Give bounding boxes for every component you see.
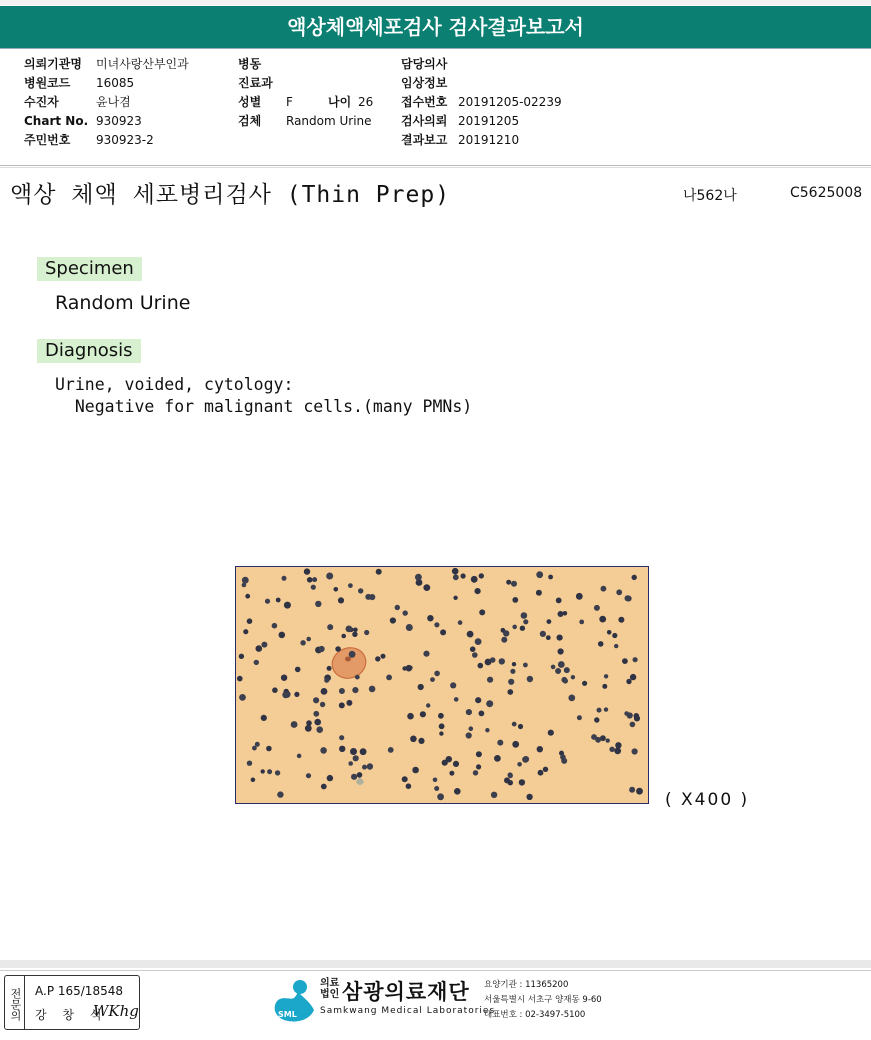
cell-nucleus	[388, 747, 394, 753]
cell-nucleus	[307, 577, 313, 583]
cell-nucleus	[349, 651, 356, 658]
label-doctor: 담당의사	[401, 57, 448, 71]
cell-nucleus	[478, 663, 484, 669]
cell-nucleus	[604, 707, 608, 711]
cell-nucleus	[418, 684, 424, 690]
cell-nucleus	[476, 764, 481, 769]
cell-nucleus	[518, 724, 523, 729]
org-info-phone: 대표번호 : 02-3497-5100	[484, 1010, 586, 1020]
cell-nucleus	[540, 631, 546, 637]
separator	[0, 167, 871, 168]
cell-nucleus	[360, 748, 367, 755]
cell-nucleus	[472, 652, 478, 658]
cell-nucleus	[475, 697, 481, 703]
cell-nucleus	[350, 748, 357, 755]
cell-nucleus	[563, 678, 568, 683]
cell-nucleus	[314, 719, 321, 726]
cell-nucleus	[282, 691, 289, 698]
cell-nucleus	[395, 605, 400, 610]
label-test-request: 검사의뢰	[401, 114, 448, 128]
label-department: 진료과	[238, 76, 273, 90]
cell-nucleus	[527, 676, 533, 682]
cell-nucleus	[297, 754, 302, 759]
cell-nucleus	[548, 575, 553, 580]
cell-nucleus	[454, 697, 459, 702]
cell-nucleus	[512, 625, 517, 630]
cell-nucleus	[415, 574, 422, 581]
cell-nucleus	[339, 746, 345, 752]
cell-nucleus	[512, 741, 519, 748]
cell-nucleus	[536, 571, 543, 578]
cell-nucleus	[348, 583, 353, 588]
diagnosis-line-1: Urine, voided, cytology:	[55, 375, 294, 394]
cell-nucleus	[512, 722, 517, 727]
cell-nucleus	[475, 588, 481, 594]
cell-nucleus	[265, 599, 270, 604]
cell-nucleus	[339, 735, 344, 740]
cell-nucleus	[369, 594, 375, 600]
cell-nucleus	[519, 779, 525, 785]
cell-nucleus	[548, 730, 554, 736]
cell-nucleus	[486, 700, 493, 707]
cell-nucleus	[517, 762, 522, 767]
cell-nucleus	[606, 738, 610, 742]
cell-nucleus	[251, 778, 256, 783]
cell-nucleus	[320, 747, 327, 754]
value-resident-no: 930923-2	[96, 133, 154, 147]
cell-nucleus	[402, 776, 408, 782]
cell-nucleus	[508, 679, 514, 685]
cell-nucleus	[364, 630, 369, 635]
cell-nucleus	[324, 678, 329, 683]
cell-nucleus	[556, 598, 562, 604]
cell-nucleus	[523, 756, 529, 762]
cell-nucleus	[352, 632, 357, 637]
cell-nucleus	[247, 618, 253, 624]
cell-nucleus	[594, 605, 600, 611]
microscopy-image-graphic	[236, 567, 648, 803]
cell-nucleus	[305, 725, 312, 732]
org-info-code: 요양기관 : 11365200	[484, 980, 569, 990]
cell-nucleus	[485, 728, 489, 732]
cell-nucleus	[341, 634, 346, 639]
cell-nucleus	[466, 709, 472, 715]
footer-bar	[0, 960, 871, 968]
label-requesting-institution: 의뢰기관명	[24, 57, 82, 71]
cell-nucleus	[497, 740, 503, 746]
org-info	[484, 978, 602, 1023]
cell-nucleus	[403, 610, 408, 615]
cell-nucleus	[615, 742, 621, 748]
test-code-1: 나562나	[683, 188, 737, 204]
cell-nucleus	[629, 787, 635, 793]
label-specimen: 검체	[238, 114, 262, 128]
value-requesting-institution: 미녀사랑산부인과	[96, 57, 189, 71]
cell-nucleus	[348, 761, 353, 766]
cell-nucleus	[598, 641, 604, 647]
cell-nucleus	[469, 726, 474, 731]
cell-nucleus	[294, 692, 299, 697]
cell-nucleus	[272, 623, 278, 629]
cell-nucleus	[467, 631, 474, 638]
cell-nucleus	[355, 675, 360, 680]
top-rule	[0, 0, 871, 5]
cell-nucleus	[599, 616, 606, 623]
cell-nucleus	[523, 619, 528, 624]
cell-nucleus	[597, 708, 602, 713]
cell-nucleus	[304, 568, 310, 574]
cell-nucleus	[406, 624, 413, 631]
cell-nucleus	[339, 702, 345, 708]
cell-nucleus	[473, 770, 478, 775]
value-result-report: 20191210	[458, 133, 520, 147]
cell-nucleus	[571, 675, 575, 679]
label-age: 나이	[328, 95, 352, 109]
cell-nucleus	[339, 688, 345, 694]
value-age: 26	[358, 95, 374, 109]
cell-nucleus	[546, 635, 551, 640]
logo-text: SML	[278, 1010, 297, 1019]
cell-nucleus	[362, 765, 367, 770]
label-receipt-no: 접수번호	[401, 95, 448, 109]
cell-nucleus	[442, 760, 448, 766]
cell-nucleus	[576, 593, 583, 600]
cell-nucleus	[427, 615, 433, 621]
cell-nucleus	[438, 713, 444, 719]
cell-nucleus	[247, 761, 252, 766]
cell-nucleus	[357, 772, 363, 778]
pathologist-name: 강 창 석	[35, 1008, 108, 1022]
cell-nucleus	[300, 640, 305, 645]
cell-nucleus	[267, 769, 272, 774]
cell-nucleus	[423, 584, 430, 591]
cell-nucleus	[594, 717, 599, 722]
cell-nucleus	[352, 687, 358, 693]
cell-nucleus	[612, 633, 617, 638]
cell-nucleus	[564, 667, 570, 673]
cell-nucleus	[626, 679, 631, 684]
cell-nucleus	[261, 715, 267, 721]
cell-nucleus	[433, 778, 438, 783]
cell-nucleus	[452, 568, 459, 575]
pathologist-signature: WKhg	[93, 1002, 139, 1020]
cell-nucleus	[568, 695, 575, 702]
cell-nucleus	[402, 666, 406, 670]
microscopy-image	[235, 566, 649, 804]
cell-nucleus	[601, 586, 607, 592]
cell-nucleus	[243, 629, 248, 634]
cell-nucleus	[261, 769, 265, 773]
cell-nucleus	[538, 770, 544, 776]
cell-nucleus	[450, 682, 456, 688]
report-title: 액상체액세포검사 검사결과보고서	[0, 6, 871, 49]
label-chart-no: Chart No.	[24, 114, 89, 128]
cell-nucleus	[239, 654, 244, 659]
cell-nucleus	[453, 761, 459, 767]
cell-nucleus	[430, 677, 435, 682]
cell-nucleus	[479, 711, 485, 717]
specimen-header: Specimen	[37, 257, 142, 281]
label-patient-name: 수진자	[24, 95, 59, 109]
cell-nucleus	[630, 722, 636, 728]
value-sex: F	[286, 95, 293, 109]
sml-logo-icon	[270, 976, 320, 1026]
cell-nucleus	[454, 788, 461, 795]
cell-nucleus	[507, 689, 513, 695]
org-english-name: Samkwang Medical Laboratories	[320, 1006, 496, 1016]
cell-nucleus	[338, 597, 344, 603]
label-sex: 성별	[238, 95, 262, 109]
cell-nucleus	[466, 732, 472, 738]
cell-nucleus	[239, 694, 246, 701]
cell-nucleus	[406, 783, 412, 789]
cell-nucleus	[607, 630, 612, 635]
cell-nucleus	[242, 577, 249, 584]
org-legal-label	[320, 978, 339, 1000]
cell-nucleus	[321, 688, 328, 695]
cell-nucleus	[520, 626, 525, 631]
cell-nucleus	[633, 657, 638, 662]
cell-nucleus	[358, 588, 363, 593]
cell-nucleus	[453, 574, 459, 580]
cell-nucleus	[272, 687, 278, 693]
cell-nucleus	[579, 620, 584, 625]
cell-nucleus	[316, 726, 323, 733]
ap-number: A.P 165/18548	[35, 984, 123, 998]
cell-nucleus	[346, 700, 352, 706]
cell-nucleus	[499, 658, 505, 664]
cell-nucleus	[412, 767, 419, 774]
patient-info-col1	[24, 55, 189, 150]
cell-nucleus	[439, 731, 443, 735]
cell-nucleus	[490, 657, 496, 663]
patient-info-col3	[401, 55, 562, 150]
cell-nucleus	[275, 770, 280, 775]
cell-nucleus	[295, 667, 301, 673]
cell-nucleus	[449, 771, 454, 776]
cell-nucleus	[630, 674, 636, 680]
cell-nucleus	[487, 677, 493, 683]
cell-nucleus	[609, 747, 614, 752]
cell-nucleus	[334, 587, 339, 592]
magnification-label: ( X400 )	[665, 790, 750, 810]
cell-nucleus	[511, 581, 517, 587]
cell-nucleus	[551, 665, 556, 670]
cell-nucleus	[281, 675, 287, 681]
cell-nucleus	[577, 715, 582, 720]
cell-nucleus	[479, 573, 484, 578]
separator	[0, 165, 871, 166]
patient-info-col2	[238, 55, 373, 131]
diagnosis-line-2: Negative for malignant cells.(many PMNs)	[55, 397, 473, 416]
cell-nucleus	[440, 629, 446, 635]
cell-nucleus	[426, 703, 430, 707]
cell-nucleus	[558, 611, 564, 617]
cell-nucleus	[591, 734, 597, 740]
cell-nucleus	[407, 713, 414, 720]
cell-nucleus	[506, 580, 511, 585]
cell-nucleus	[315, 601, 321, 607]
cell-nucleus	[327, 775, 333, 781]
cell-nucleus	[434, 786, 439, 791]
cell-nucleus	[491, 792, 497, 798]
diagnosis-header: Diagnosis	[37, 339, 141, 363]
cell-nucleus	[543, 767, 548, 772]
cell-nucleus	[470, 646, 476, 652]
cell-nucleus	[313, 711, 319, 717]
cell-nucleus	[558, 661, 565, 668]
cell-nucleus	[282, 576, 287, 581]
cell-nucleus	[602, 684, 607, 689]
cell-nucleus	[386, 675, 392, 681]
cell-nucleus	[284, 602, 291, 609]
cell-nucleus	[326, 573, 333, 580]
cell-nucleus	[476, 751, 482, 757]
cell-nucleus	[306, 637, 311, 642]
cell-nucleus	[418, 738, 424, 744]
cell-nucleus	[618, 617, 624, 623]
cell-nucleus	[335, 646, 341, 652]
cell-nucleus	[313, 697, 319, 703]
org-name: 삼광의료재단	[342, 980, 470, 1004]
cell-nucleus	[555, 668, 561, 674]
value-chart-no: 930923	[96, 114, 142, 128]
label-resident-no: 주민번호	[24, 133, 71, 147]
cell-nucleus	[256, 645, 263, 652]
cell-nucleus	[351, 774, 357, 780]
cell-nucleus	[614, 644, 618, 648]
cell-nucleus	[327, 666, 332, 671]
cell-nucleus	[369, 686, 376, 693]
cell-nucleus	[563, 611, 568, 616]
cell-nucleus	[353, 755, 359, 761]
cell-nucleus	[632, 748, 638, 754]
cell-nucleus	[327, 624, 333, 630]
cell-nucleus	[504, 777, 510, 783]
cell-nucleus	[277, 791, 283, 797]
cell-nucleus	[410, 736, 417, 743]
cell-nucleus	[439, 723, 445, 729]
org-legal-text: 의료 법인	[320, 978, 340, 1000]
org-info-address: 서울특별시 서초구 양재동 9-60	[484, 995, 602, 1005]
cell-nucleus	[557, 635, 563, 641]
cell-nucleus	[306, 773, 311, 778]
value-hospital-code: 16085	[96, 76, 135, 90]
cell-nucleus	[512, 662, 516, 666]
label-result-report: 결과보고	[401, 133, 448, 147]
cell-nucleus	[547, 619, 552, 624]
signature-box	[4, 975, 140, 1030]
cell-nucleus	[321, 784, 327, 790]
cell-nucleus	[237, 676, 243, 682]
cell-nucleus	[346, 626, 353, 633]
cell-nucleus	[523, 663, 528, 668]
label-hospital-code: 병원코드	[24, 76, 71, 90]
cell-nucleus	[561, 758, 567, 764]
cell-nucleus	[367, 763, 373, 769]
label-clinical-info: 임상정보	[401, 76, 448, 90]
cell-nucleus	[471, 576, 478, 583]
footer-rule	[0, 970, 871, 971]
test-code-2: C5625008	[790, 185, 863, 201]
cell-nucleus	[475, 638, 482, 645]
cell-nucleus	[254, 660, 259, 665]
cell-nucleus	[437, 793, 444, 800]
cell-nucleus	[636, 788, 643, 795]
cell-nucleus	[312, 577, 317, 582]
cell-nucleus	[512, 597, 518, 603]
cell-nucleus	[353, 628, 358, 633]
cell-nucleus	[266, 746, 272, 752]
value-test-request: 20191205	[458, 114, 520, 128]
cell-nucleus	[604, 674, 608, 678]
cell-nucleus	[390, 617, 396, 623]
cell-nucleus	[434, 622, 439, 627]
cell-nucleus	[632, 575, 637, 580]
cell-nucleus	[625, 595, 631, 601]
cell-nucleus	[634, 713, 640, 719]
cell-nucleus	[458, 620, 463, 625]
specialist-label: 전문의	[5, 976, 25, 1029]
cell-nucleus	[420, 711, 426, 717]
cell-nucleus	[408, 666, 413, 671]
cell-nucleus	[453, 596, 457, 600]
cell-nucleus	[261, 642, 267, 648]
cell-nucleus	[255, 742, 260, 747]
diagnosis-text	[55, 374, 472, 418]
cell-nucleus	[375, 656, 380, 661]
cell-nucleus	[536, 590, 542, 596]
cell-nucleus	[381, 654, 386, 659]
cell-nucleus	[423, 651, 429, 657]
cell-nucleus	[614, 748, 621, 755]
cell-nucleus	[558, 648, 564, 654]
cell-nucleus	[537, 746, 543, 752]
cell-nucleus	[501, 637, 507, 643]
cell-nucleus	[494, 755, 501, 762]
cell-nucleus	[622, 658, 628, 664]
cell-nucleus	[279, 632, 286, 639]
cell-nucleus	[510, 669, 515, 674]
cell-nucleus	[291, 721, 298, 728]
value-patient-name: 윤나겸	[96, 95, 131, 109]
value-specimen: Random Urine	[286, 114, 372, 128]
cell-nucleus	[479, 609, 485, 615]
cell-nucleus	[508, 773, 513, 778]
test-title: 액상 체액 세포병리검사 (Thin Prep)	[10, 182, 451, 208]
cell-nucleus	[624, 711, 629, 716]
cell-nucleus	[461, 573, 466, 578]
cell-nucleus	[319, 646, 325, 652]
cell-nucleus	[245, 594, 250, 599]
cell-nucleus	[276, 598, 281, 603]
label-ward: 병동	[238, 57, 262, 71]
cell-nucleus	[582, 681, 587, 686]
cell-nucleus	[616, 589, 622, 595]
specimen-value: Random Urine	[55, 292, 191, 314]
cell-nucleus	[376, 569, 382, 575]
cell-nucleus	[521, 612, 528, 619]
cell-nucleus	[320, 702, 325, 707]
cell-nucleus	[503, 630, 509, 636]
cell-nucleus	[311, 585, 316, 590]
value-receipt-no: 20191205-02239	[458, 95, 562, 109]
cell-nucleus	[526, 794, 532, 800]
cell-nucleus	[434, 671, 440, 677]
